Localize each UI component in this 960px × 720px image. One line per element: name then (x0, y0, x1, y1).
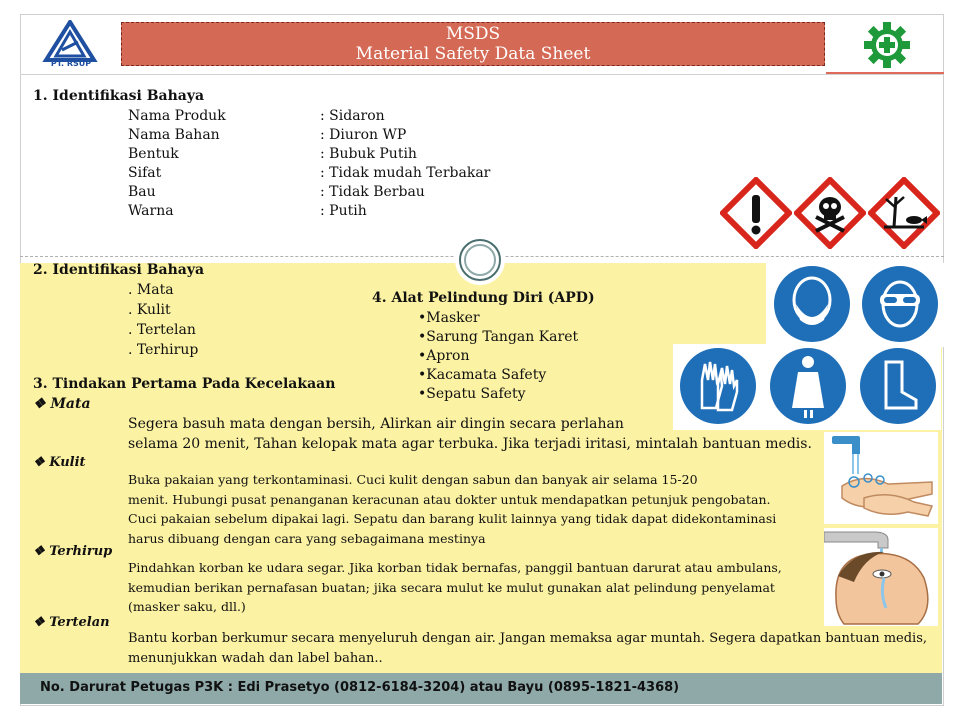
title-line-1: MSDS (445, 24, 501, 44)
paragraph-line: harus dibuang dengan cara yang sebagaimana mestinya (128, 530, 486, 546)
list-item: •Sepatu Safety (418, 386, 526, 402)
subsection-tertelan-text (128, 629, 927, 669)
paragraph-line: Cuci pakaian sebelum dipakai lagi. Sepatu dan barang kulit lainnya yang tidak dapat didekontaminasi (128, 511, 777, 526)
mask-icon (772, 264, 852, 344)
environment-hazard-icon (868, 177, 940, 249)
section1-heading: 1. Identifikasi Bahaya (33, 88, 205, 104)
info-value: : Diuron WP (320, 127, 407, 143)
subsection-label: Kulit (49, 455, 86, 470)
list-item: . Tertelan (128, 322, 196, 338)
subsection-mata-label (33, 396, 91, 412)
subsection-mata-text (128, 414, 812, 454)
info-label: Bentuk (128, 146, 179, 162)
title-line-2: Material Safety Data Sheet (355, 44, 591, 64)
hand-washing-icon (824, 432, 938, 524)
info-label: Nama Bahan (128, 127, 220, 143)
paragraph-line: menunjukkan wadah dan label bahan.. (128, 651, 383, 666)
section4-heading: 4. Alat Pelindung Diri (APD) (372, 290, 595, 306)
list-item: . Terhirup (128, 342, 199, 358)
eye-wash-icon (824, 528, 938, 626)
info-label: Nama Produk (128, 108, 226, 124)
company-logo (40, 20, 100, 72)
list-item: •Kacamata Safety (418, 367, 547, 383)
paragraph-line: Pindahkan korban ke udara segar. Jika korban tidak bernafas, panggil bantuan darurat atau ambulans, (128, 560, 782, 575)
diamond-bullet-icon: ❖ (33, 396, 46, 412)
subsection-terhirup-text (128, 558, 782, 617)
skull-crossbones-hazard-icon (794, 177, 866, 249)
paragraph-line: Bantu korban berkumur secara menyeluruh dengan air. Jangan memaksa agar muntah. Segera dapatkan bantuan medis, (128, 631, 928, 646)
subsection-label: Tertelan (49, 615, 110, 630)
info-row (128, 202, 490, 221)
subsection-label: Mata (50, 396, 91, 412)
paragraph-line: selama 20 menit, Tahan kelopak mata agar terbuka. Jika terjadi iritasi, mintalah bantuan medis. (128, 436, 812, 452)
info-row (128, 107, 490, 126)
info-row (128, 164, 490, 183)
header-accent-rule (826, 72, 944, 74)
list-item: . Mata (128, 282, 174, 298)
logo-text: PT. RSUP (50, 59, 92, 68)
info-value: : Sidaron (320, 108, 385, 124)
subsection-terhirup-label (33, 544, 112, 559)
list-item: •Sarung Tangan Karet (418, 329, 579, 345)
header-rule (20, 74, 944, 75)
section3-heading: 3. Tindakan Pertama Pada Kecelakaan (33, 376, 336, 392)
list-item: •Apron (418, 348, 470, 364)
paragraph-line: (masker saku, dll.) (128, 599, 246, 614)
paragraph-line: Buka pakaian yang terkontaminasi. Cuci kulit dengan sabun dan banyak air selama 15-20 (128, 472, 698, 487)
boots-icon (858, 346, 938, 426)
subsection-kulit-text (128, 470, 776, 548)
goggles-icon (860, 264, 940, 344)
safety-gear-icon (858, 20, 916, 70)
diamond-bullet-icon: ❖ (33, 455, 45, 470)
subsection-kulit-label (33, 455, 86, 470)
subsection-tertelan-label (33, 615, 110, 630)
paragraph-line: kemudian berikan pernafasan buatan; jika secara mulut ke mulut gunakan alat pelindung penyelamat (128, 579, 775, 595)
info-value: : Tidak mudah Terbakar (320, 165, 491, 181)
section2-list (128, 280, 198, 360)
divider-circle-icon (454, 234, 506, 286)
info-value: : Putih (320, 203, 367, 219)
diamond-bullet-icon: ❖ (33, 615, 45, 630)
info-value: : Tidak Berbau (320, 184, 425, 200)
list-item: •Masker (418, 310, 480, 326)
info-row (128, 126, 490, 145)
section4-list (418, 309, 578, 404)
info-value: : Bubuk Putih (320, 146, 417, 162)
info-label: Sifat (128, 165, 162, 181)
emergency-contact-footer: No. Darurat Petugas P3K : Edi Prasetyo (0812-6184-3204) atau Bayu (0895-1821-4368) (20, 673, 942, 704)
subsection-label: Terhirup (49, 544, 113, 559)
info-label: Warna (128, 203, 174, 219)
info-row (128, 183, 490, 202)
diamond-bullet-icon: ❖ (33, 544, 45, 559)
exclamation-hazard-icon (720, 177, 792, 249)
list-item: . Kulit (128, 302, 171, 318)
section2-heading: 2. Identifikasi Bahaya (33, 262, 205, 278)
title-banner (121, 22, 825, 66)
info-label: Bau (128, 184, 156, 200)
paragraph-line: Segera basuh mata dengan bersih, Alirkan air dingin secara perlahan (128, 416, 624, 432)
paragraph-line: menit. Hubungi pusat penanganan keracunan atau dokter untuk mendapatkan petunjuk pengobatan. (128, 491, 771, 507)
section1-table (128, 107, 490, 221)
info-row (128, 145, 490, 164)
